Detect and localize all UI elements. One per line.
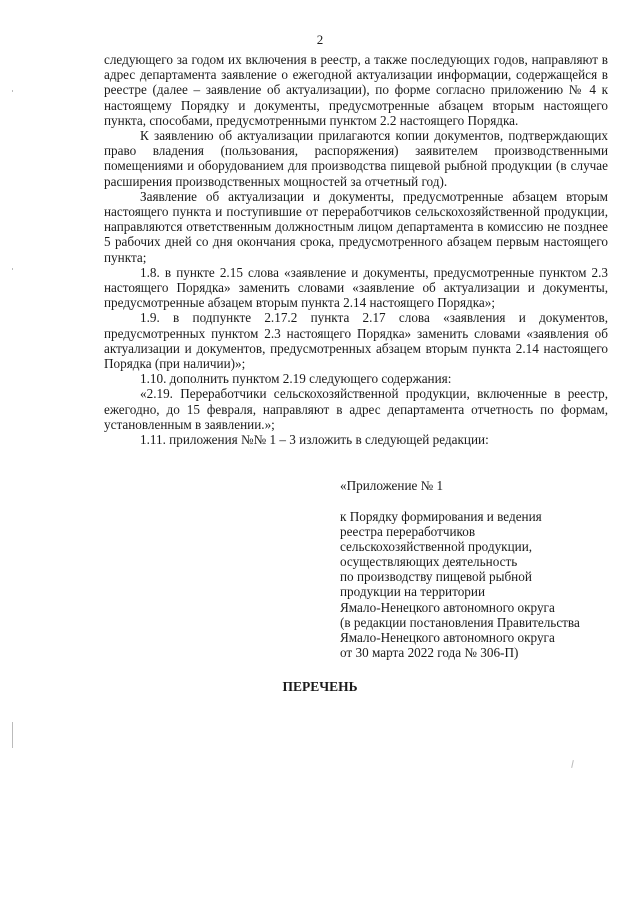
paragraph-item-1-10: 1.10. дополнить пунктом 2.19 следующего содержания: xyxy=(140,371,452,387)
document-heading: ПЕРЕЧЕНЬ xyxy=(282,679,358,694)
paragraph-item-2-19: «2.19. Переработчики сельскохозяйственной продукции, включенные в реестр, ежегодно, до 15 февраля, направляют в адрес департамента отчетность по формам, установленным в заявлении.»; xyxy=(104,386,608,432)
annex-title: «Приложение № 1 xyxy=(340,478,444,493)
annex-line: Ямало-Ненецкого автономного округа xyxy=(340,599,555,615)
paragraph-attachments: К заявлению об актуализации прилагаются копии документов, подтверждающих право владения (пользования, распоряжения) заявителем производственными помещениями и оборудованием для производства пищевой рыбной продукции (в случае расширения производственных мощностей за отчетный год). xyxy=(104,128,608,189)
annex-line: осуществляющих деятельность xyxy=(340,554,518,570)
annex-line: (в редакции постановления Правительства xyxy=(340,614,580,630)
annex-line: сельскохозяйственной продукции, xyxy=(340,539,533,555)
annex-line: реестра переработчиков xyxy=(340,524,476,540)
paragraph-item-1-9: 1.9. в подпункте 2.17.2 пункта 2.17 слова «заявления и документов, предусмотренных пунктом 2.3 настоящего Порядка» заменить словами «заявления об актуализации и документов, предусмотренных абзацем вторым пункта 2.14 настоящего Порядка (при наличии)»; xyxy=(104,310,608,372)
annex-line: к Порядку формирования и ведения xyxy=(340,509,542,524)
annex-line: продукции на территории xyxy=(340,584,486,600)
paragraph-item-1-11: 1.11. приложения №№ 1 – 3 изложить в следующей редакции: xyxy=(140,432,489,448)
paragraph-continuation: следующего за годом их включения в реестр, а также последующих годов, направляют в адрес департамента заявление о ежегодной актуализации информации, содержащейся в реестре (далее – заявление об актуализации), по форме согласно приложению № 4 к настоящему Порядку и документы, предусмотренные абзацем вторым настоящего пункта, способами, предусмотренными пунктом 2.2 настоящего Порядка. xyxy=(104,52,608,128)
paragraph-item-1-8: 1.8. в пункте 2.15 слова «заявление и документы, предусмотренные пунктом 2.3 настоящего Порядка» заменить словами «заявление об актуализации и документы, предусмотренные абзацем вторым пункта 2.14 настоящего Порядка»; xyxy=(104,264,608,311)
annex-line: от 30 марта 2022 года № 306-П) xyxy=(340,644,519,660)
page-number: 2 xyxy=(316,32,324,47)
paragraph-application-forwarding: Заявление об актуализации и документы, предусмотренные абзацем вторым настоящего пункта и поступившие от переработчиков сельскохозяйственной продукции, направляются ответственным должностным лицом департамента в комиссию не позднее 5 рабочих дней со дня окончания срока, предусмотренного абзацем первым настоящего пункта; xyxy=(104,188,608,265)
scan-margin-mark xyxy=(12,268,13,270)
scan-margin-mark xyxy=(12,722,13,748)
scan-margin-mark xyxy=(571,760,574,768)
scan-margin-mark xyxy=(12,90,13,92)
annex-line: Ямало-Ненецкого автономного округа xyxy=(340,629,555,645)
annex-header xyxy=(340,509,630,660)
annex-line: по производству пищевой рыбной xyxy=(340,569,532,585)
body-text xyxy=(104,52,608,447)
